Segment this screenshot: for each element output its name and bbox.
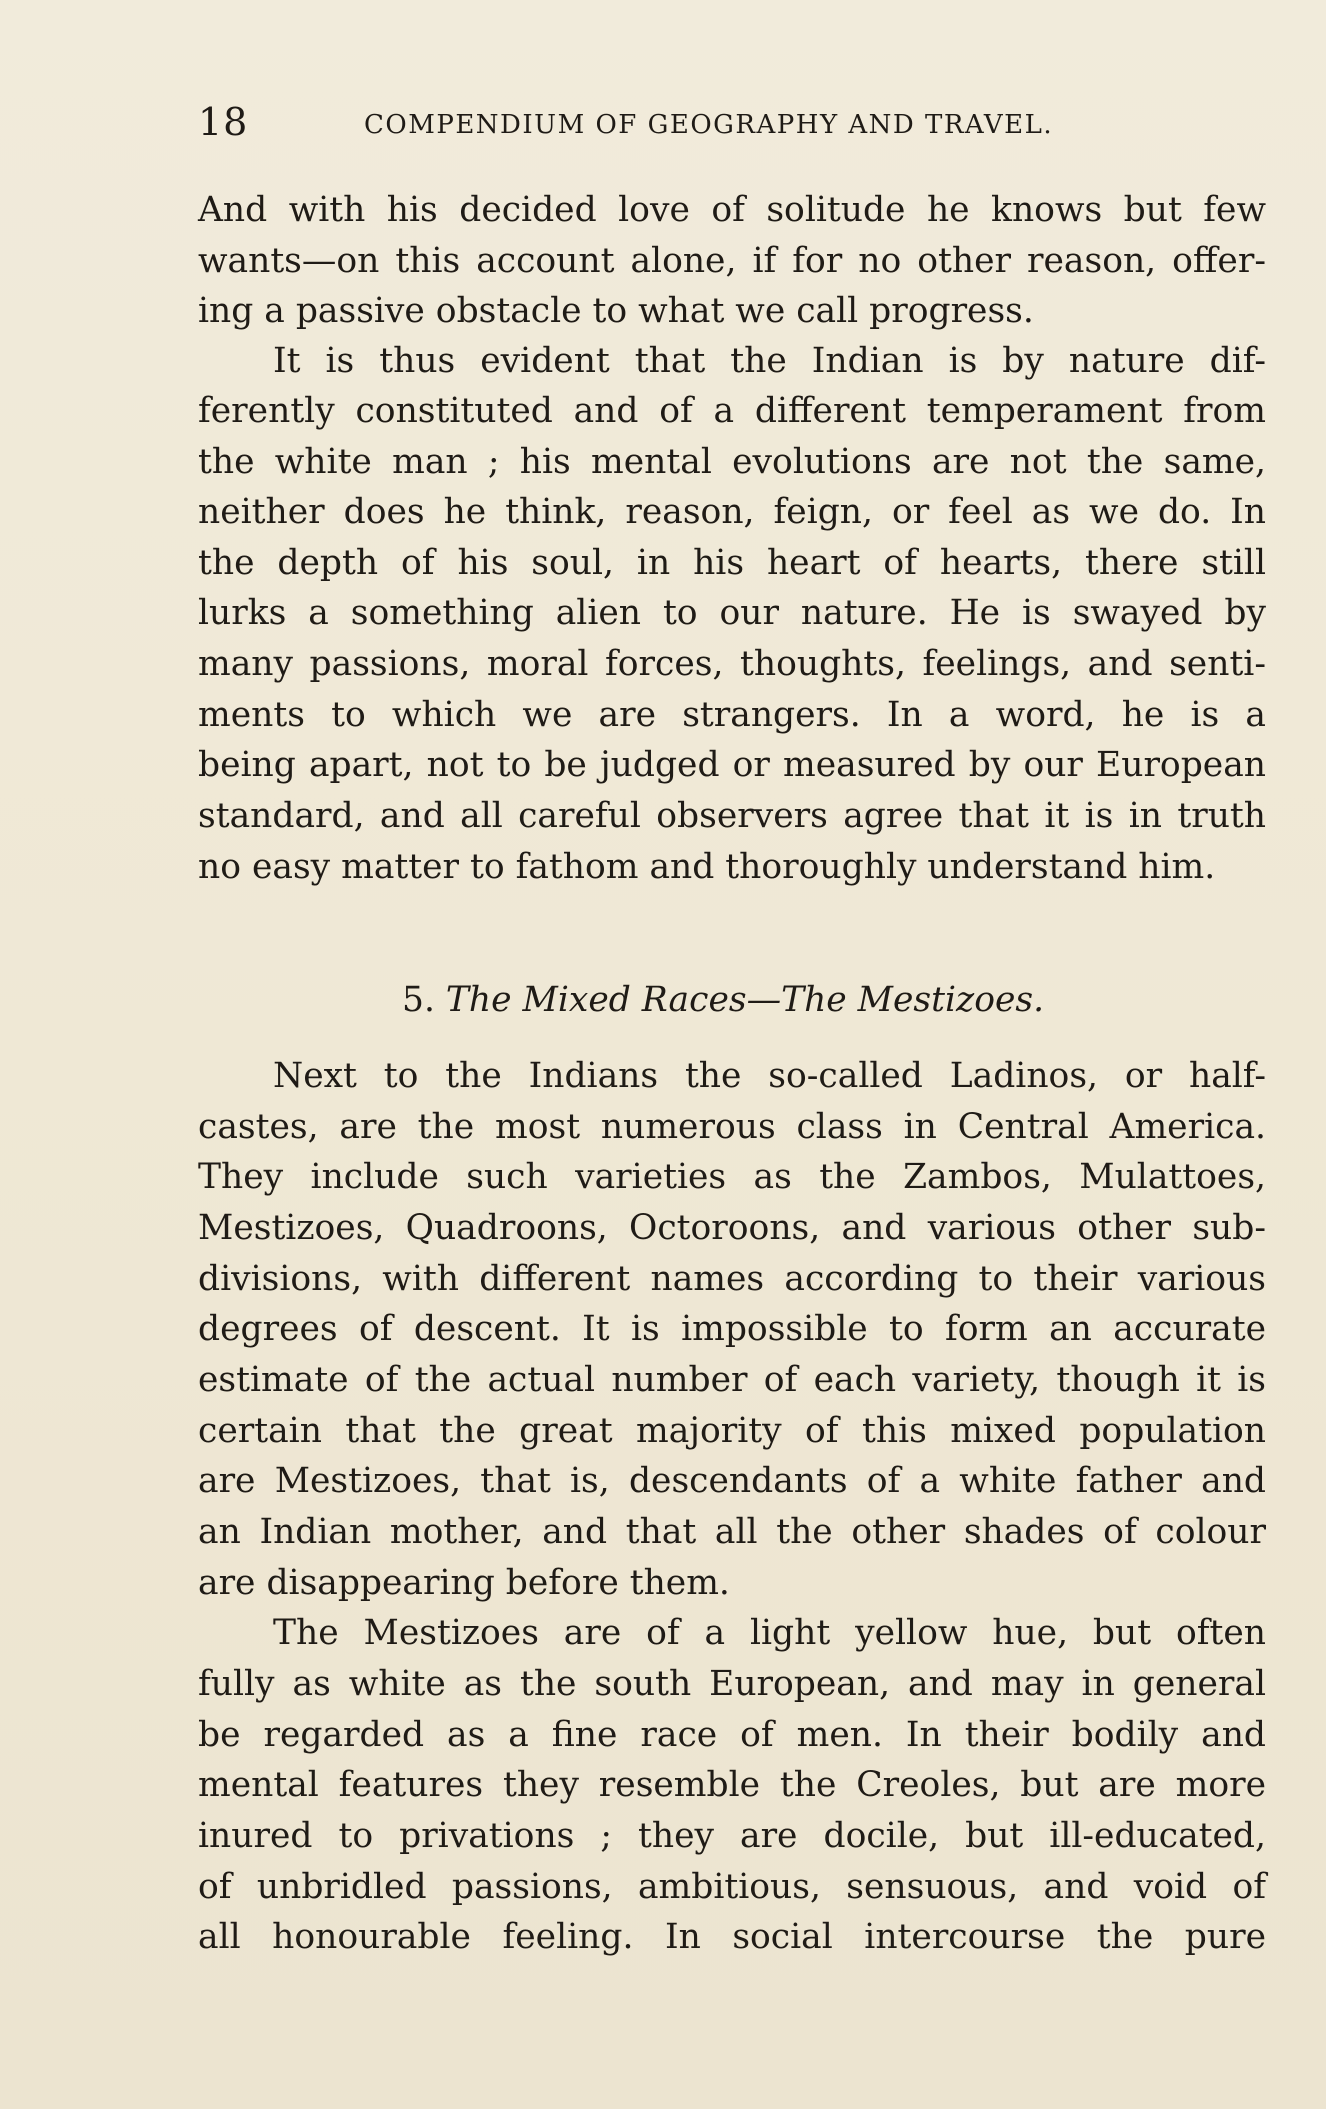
text-line: many passions, moral forces, thoughts, feelings, and senti- (198, 644, 1266, 684)
text-line: no easy matter to fathom and thoroughly understand him. (198, 847, 1216, 887)
text-line: lurks a something alien to our nature. He is swayed by (198, 593, 1266, 633)
text-line: standard, and all careful observers agree that it is in truth (198, 796, 1266, 836)
text-line: being apart, not to be judged or measured by our European (198, 745, 1266, 785)
text-line: of unbridled passions, ambitious, sensuous, and void of (198, 1867, 1266, 1907)
running-head: COMPENDIUM OF GEOGRAPHY AND TRAVEL. (364, 110, 1054, 140)
text-line: They include such varieties as the Zambos, Mulattoes, (198, 1157, 1266, 1197)
text-line: are Mestizoes, that is, descendants of a white father and (198, 1461, 1266, 1501)
text-line: certain that the great majority of this mixed population (198, 1411, 1266, 1451)
section-heading (402, 980, 1044, 1020)
text-line: an Indian mother, and that all the other shades of colour (198, 1512, 1266, 1552)
text-line: estimate of the actual number of each variety, though it is (198, 1360, 1266, 1400)
text-line: castes, are the most numerous class in Central America. (198, 1107, 1266, 1147)
text-line: ferently constituted and of a different temperament from (198, 391, 1266, 431)
text-line: The Mestizoes are of a light yellow hue, but often (273, 1613, 1266, 1653)
text-line: ing a passive obstacle to what we call progress. (198, 291, 1034, 331)
text-line: neither does he think, reason, feign, or feel as we do. In (198, 492, 1266, 532)
page-number: 18 (198, 100, 249, 144)
text-line: Next to the Indians the so-called Ladinos, or half- (273, 1056, 1266, 1096)
text-line: be regarded as a fine race of men. In their bodily and (198, 1715, 1266, 1755)
text-line: inured to privations ; they are docile, but ill-educated, (198, 1816, 1266, 1856)
text-line: Mestizoes, Quadroons, Octoroons, and various other sub- (198, 1208, 1266, 1248)
text-line: degrees of descent. It is impossible to form an accurate (198, 1309, 1266, 1349)
text-line: divisions, with different names according to their various (198, 1259, 1266, 1299)
text-line: And with his decided love of solitude he knows but few (198, 190, 1266, 230)
text-line: are disappearing before them. (198, 1563, 730, 1603)
text-line: fully as white as the south European, and may in general (198, 1664, 1266, 1704)
text-line: all honourable feeling. In social intercourse the pure (198, 1917, 1266, 1957)
text-line: the depth of his soul, in his heart of hearts, there still (198, 543, 1266, 583)
text-line: ments to which we are strangers. In a word, he is a (198, 695, 1266, 735)
section-number: 5. (402, 980, 435, 1020)
text-line: mental features they resemble the Creoles, but are more (198, 1765, 1266, 1805)
page-header (198, 100, 1118, 160)
section-title: The Mixed Races—The Mestizoes. (445, 980, 1045, 1020)
text-line: the white man ; his mental evolutions are not the same, (198, 442, 1266, 482)
text-line: It is thus evident that the Indian is by nature dif- (273, 341, 1266, 381)
text-line: wants—on this account alone, if for no other reason, offer- (198, 241, 1266, 281)
